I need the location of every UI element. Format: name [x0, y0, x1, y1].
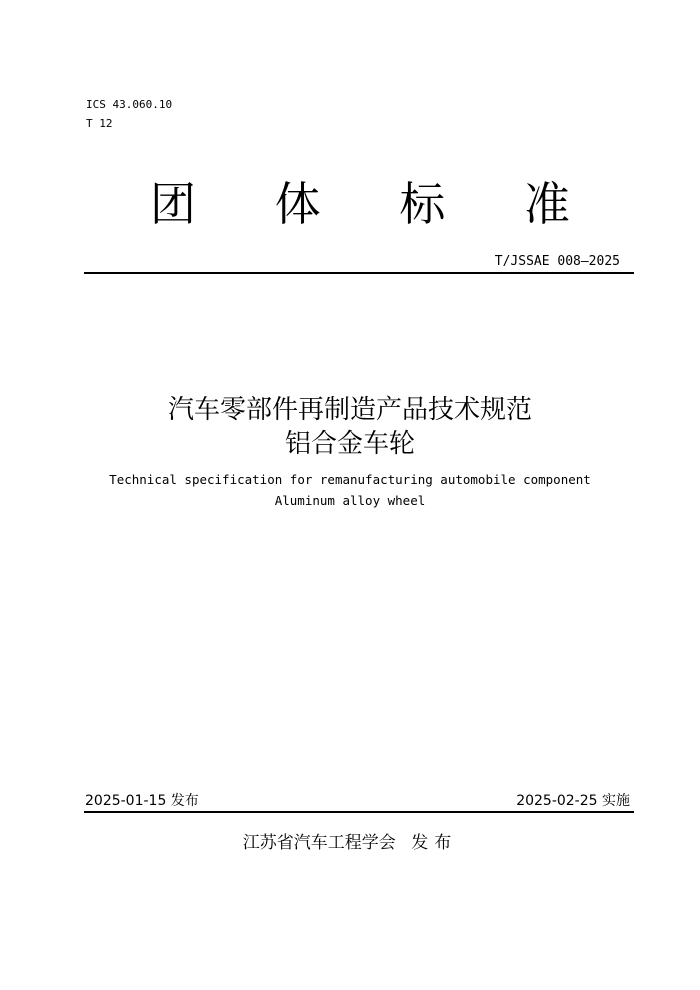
title-cn-line2: 铝合金车轮: [284, 429, 415, 459]
heading-char: 标: [399, 177, 446, 231]
title-cn-line1: 汽车零部件再制造产品技术规范: [167, 395, 532, 425]
title-en-line2: Aluminum alloy wheel: [274, 493, 426, 508]
ics-code: ICS 43.060.10: [86, 98, 173, 111]
top-rule: [84, 272, 634, 274]
heading-char: 体: [274, 177, 321, 231]
heading-char: 团: [150, 177, 196, 231]
publisher-name: 江苏省汽车工程学会: [242, 833, 396, 853]
document-type-heading: [80, 174, 640, 234]
bottom-rule: [84, 811, 634, 813]
ccs-code: T 12: [86, 117, 113, 130]
issue-date: 2025-01-15 发布: [85, 793, 199, 809]
implementation-date: 2025-02-25 实施: [516, 793, 630, 809]
publisher-label: 发布: [411, 833, 458, 853]
standard-code: T/JSSAE 008—2025: [494, 254, 620, 269]
publisher: [0, 832, 700, 854]
title-en-line1: Technical specification for remanufacturing automobile component: [109, 472, 591, 487]
heading-char: 准: [523, 177, 570, 231]
